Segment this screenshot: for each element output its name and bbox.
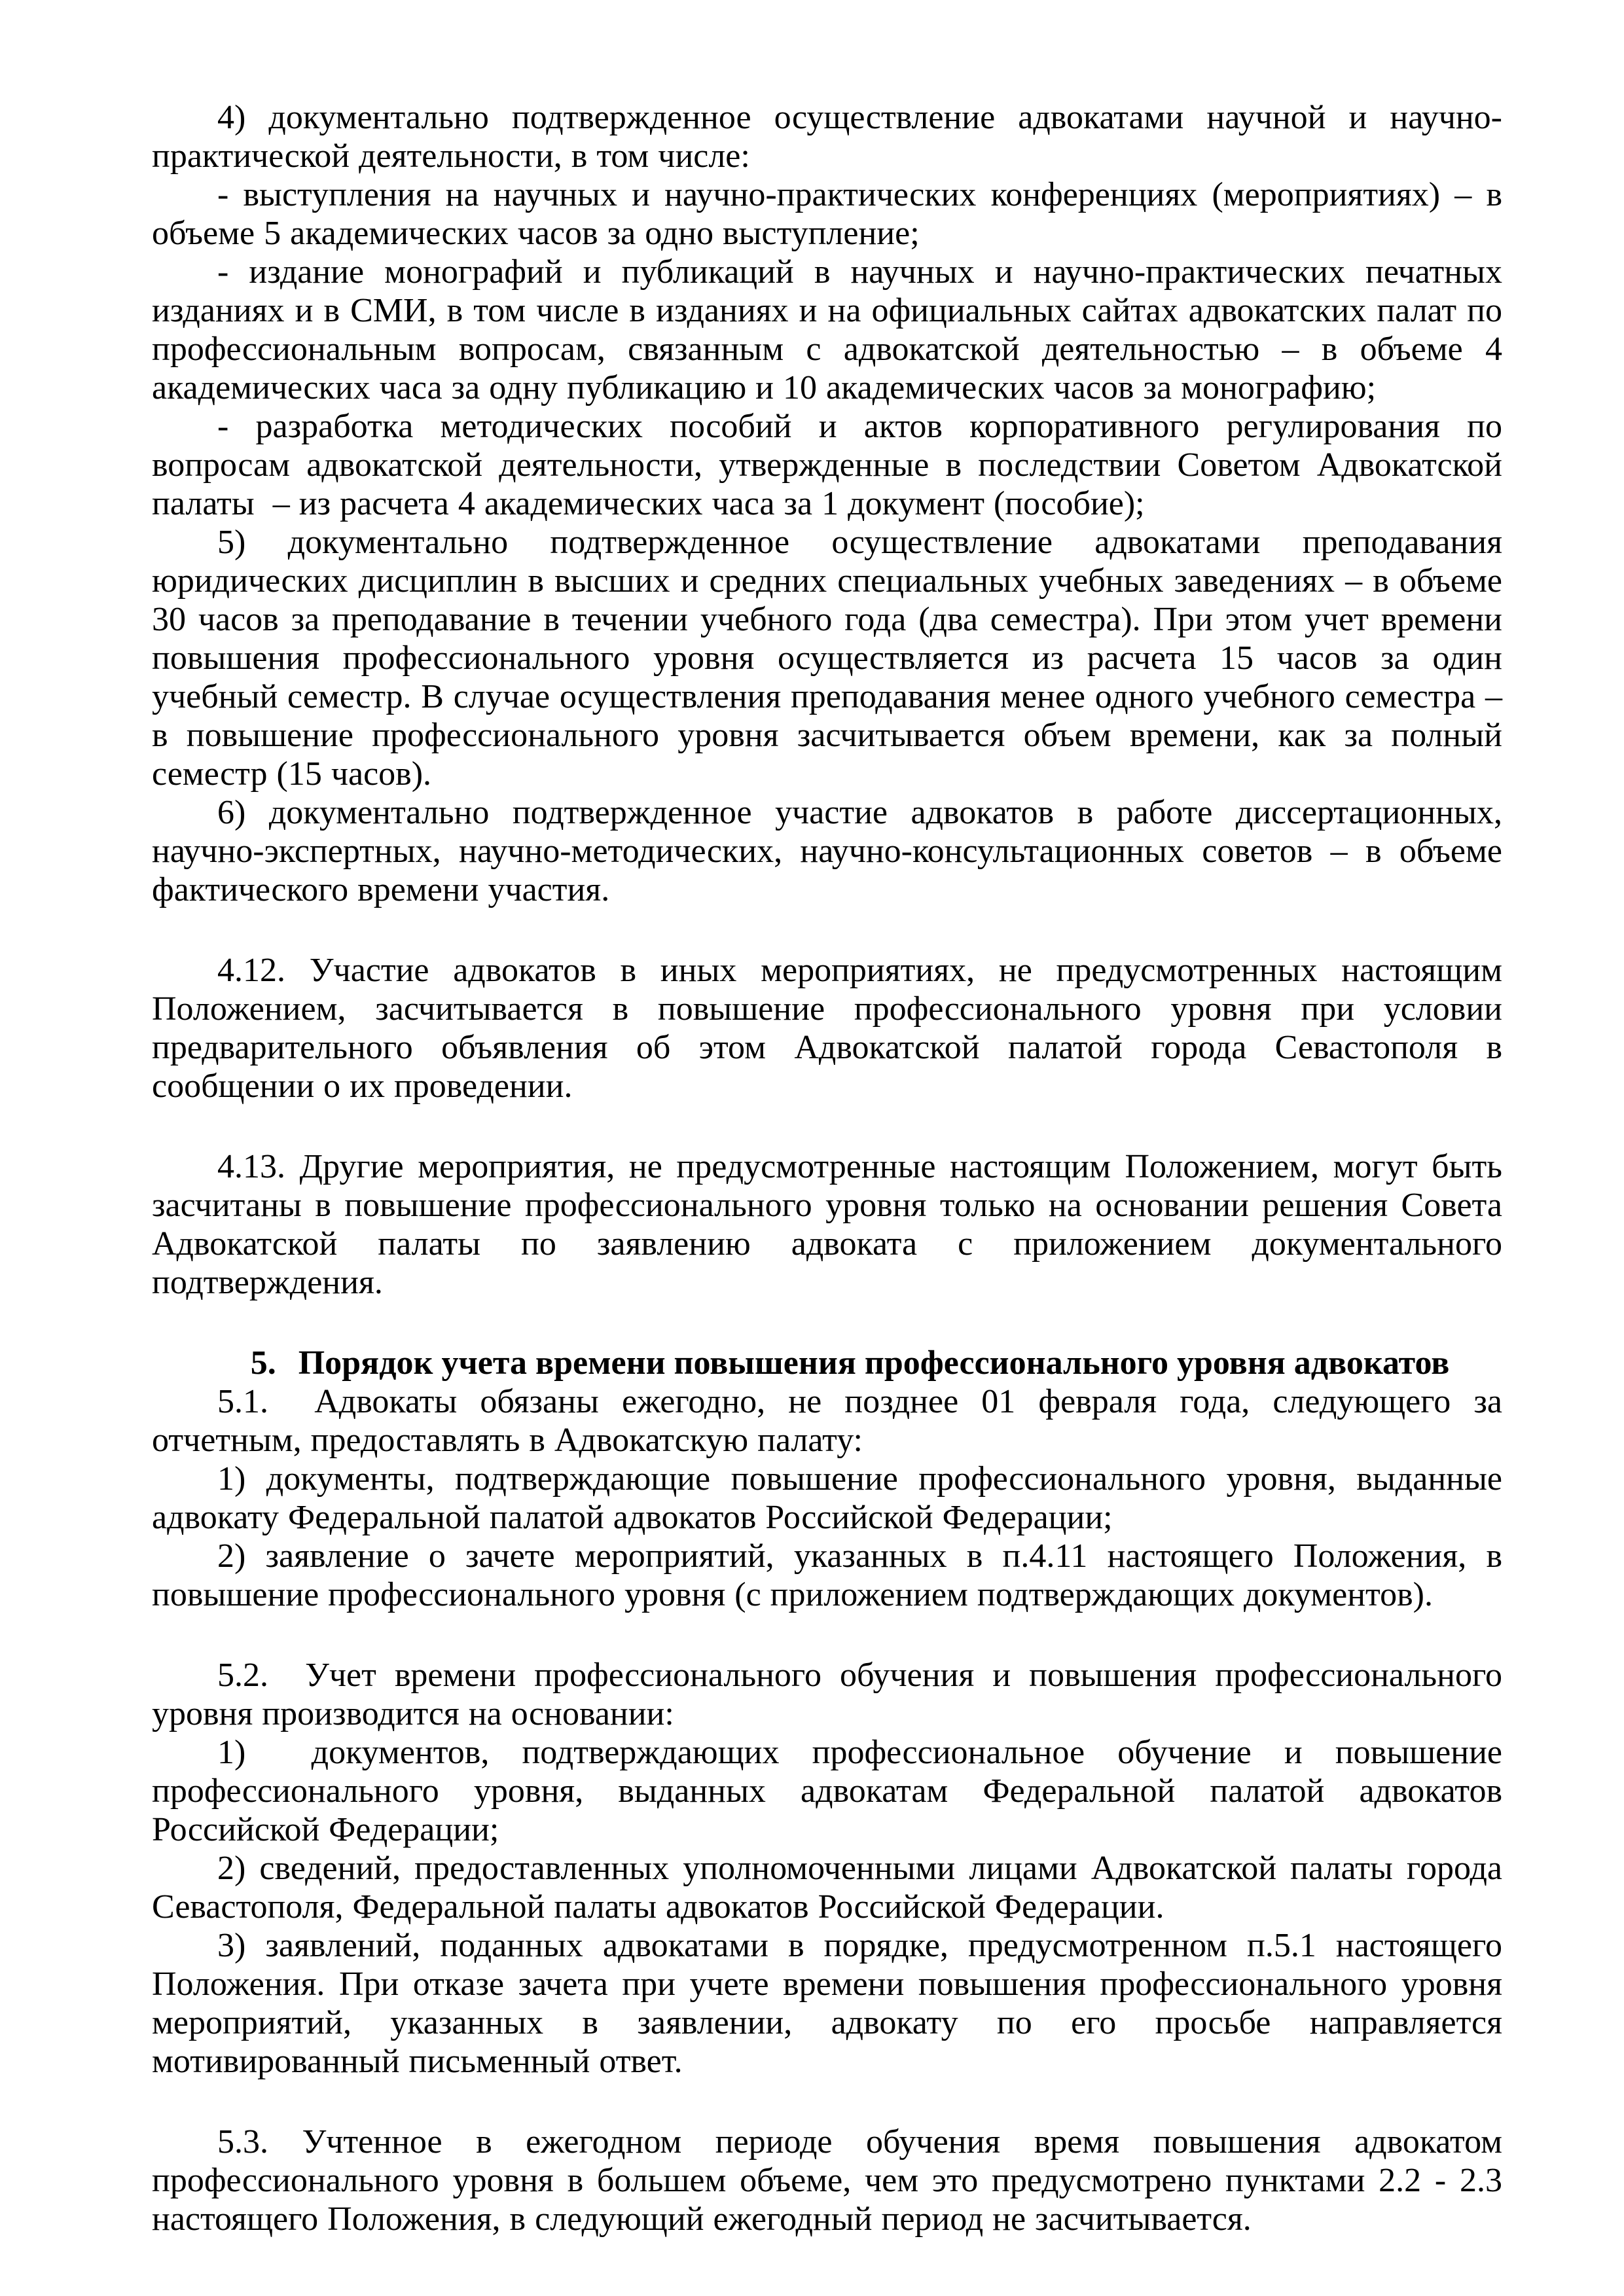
para-5-2: 5.2. Учет времени профессионального обучения и повышения профессионального уровня производится на основании: [152, 1657, 1502, 1732]
para-dash-publications: - издание монографий и публикаций в научных и научно-практических печатных изданиях и в СМИ, в том числе в изданиях и на официальных сайтах адвокатских палат по профессиональным вопросам, связанным с адвокатской деятельностью – в объеме 4 академических часа за одну публикацию и 10 академических часов за монографию; [152, 253, 1502, 406]
para-4-12: 4.12. Участие адвокатов в иных мероприятиях, не предусмотренных настоящим Положением, засчитывается в повышение профессионального уровня при условии предварительного объявления об этом Адвокатской палатой города Севастополя в сообщении о их проведении. [152, 952, 1502, 1105]
para-5-3: 5.3. Учтенное в ежегодном периоде обучения время повышения адвокатом профессионального уровня в большем объеме, чем это предусмотрено пунктами 2.2 - 2.3 настоящего Положения, в следующий ежегодный период не засчитывается. [152, 2123, 1502, 2238]
para-5-2-item-2: 2) сведений, предоставленных уполномоченными лицами Адвокатской палаты города Севастополя, Федеральной палаты адвокатов Российской Федерации. [152, 1850, 1502, 1926]
para-5-teaching: 5) документально подтвержденное осуществление адвокатами преподавания юридических дисциплин в высших и средних специальных учебных заведениях – в объеме 30 часов за преподавание в течении учебного года (два семестра). При этом учет времени повышения профессионального уровня осуществляется из расчета 15 часов за один учебный семестр. В случае осуществления преподавания менее одного учебного семестра – в повышение профессионального уровня засчитывается объем времени, как за полный семестр (15 часов). [152, 524, 1502, 793]
para-5-2-item-1: 1) документов, подтверждающих профессиональное обучение и повышение профессионального уровня, выданных адвокатам Федеральной палатой адвокатов Российской Федерации; [152, 1734, 1502, 1848]
para-5-2-item-3: 3) заявлений, поданных адвокатами в порядке, предусмотренном п.5.1 настоящего Положения. При отказе зачета при учете времени повышения профессионального уровня мероприятий, указанных в заявлении, адвокату по его просьбе направляется мотивированный письменный ответ. [152, 1927, 1502, 2080]
para-dash-methodical-manuals: - разработка методических пособий и актов корпоративного регулирования по вопросам адвокатской деятельности, утвержденные в последствии Советом Адвокатской палаты – из расчета 4 академических часа за 1 документ (пособие); [152, 408, 1502, 522]
para-4-13: 4.13. Другие мероприятия, не предусмотренные настоящим Положением, могут быть засчитаны в повышение профессионального уровня только на основании решения Совета Адвокатской палаты по заявлению адвоката с приложением документального подтверждения. [152, 1148, 1502, 1301]
section-5-number: 5. [250, 1344, 276, 1382]
section-5-title: Порядок учета времени повышения профессионального уровня адвокатов [298, 1344, 1450, 1382]
para-5-1: 5.1. Адвокаты обязаны ежегодно, не позднее 01 февраля года, следующего за отчетным, предоставлять в Адвокатскую палату: [152, 1383, 1502, 1459]
para-6-councils: 6) документально подтвержденное участие адвокатов в работе диссертационных, научно-экспертных, научно-методических, научно-консультационных советов – в объеме фактического времени участия. [152, 794, 1502, 908]
para-5-1-item-2: 2) заявление о зачете мероприятий, указанных в п.4.11 настоящего Положения, в повышение профессионального уровня (с приложением подтверждающих документов). [152, 1537, 1502, 1613]
para-4-intro: 4) документально подтвержденное осуществление адвокатами научной и научно-практической деятельности, в том числе: [152, 99, 1502, 175]
section-5-heading [152, 1344, 1502, 1382]
para-5-1-item-1: 1) документы, подтверждающие повышение профессионального уровня, выданные адвокату Федеральной палатой адвокатов Российской Федерации; [152, 1460, 1502, 1536]
para-dash-conferences: - выступления на научных и научно-практических конференциях (мероприятиях) – в объеме 5 академических часов за одно выступление; [152, 176, 1502, 252]
